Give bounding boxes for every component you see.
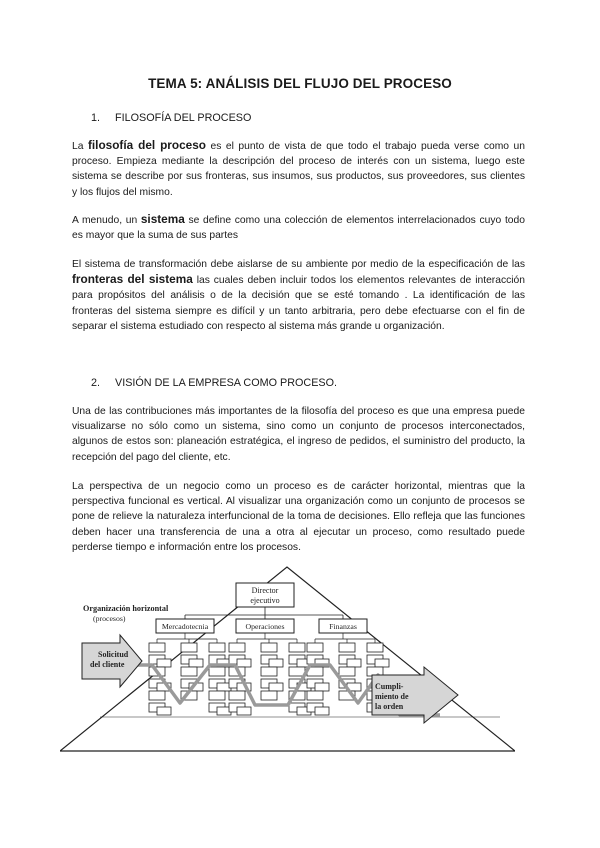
org-sub-box xyxy=(261,667,277,676)
paragraph xyxy=(72,257,525,334)
dept-label: Finanzas xyxy=(329,622,357,631)
org-sub-box xyxy=(209,691,225,700)
section-heading-text: FILOSOFÍA DEL PROCESO xyxy=(115,112,252,124)
bold-term: filosofía del proceso xyxy=(87,138,206,152)
organization-diagram-svg xyxy=(60,565,515,755)
org-sub-box xyxy=(307,691,323,700)
org-horizontal-label: Organización horizontal xyxy=(83,604,169,613)
org-sub-box xyxy=(209,667,225,676)
input-label: del cliente xyxy=(90,660,125,669)
paragraph-text: las cuales deben incluir todos los elementos relevantes de interacción para propósitos del análisis o de la decisión que se esté tomando . La identificación de las fronteras del sistema siempre es difícil y un tanto arbitraria, pero debe efectuarse con el fin de separar el sistema estudiado con respecto al sistema más grande u organización. xyxy=(72,275,525,332)
org-sub-box xyxy=(261,643,277,652)
output-label: miento de xyxy=(375,692,409,701)
paragraph-text: La xyxy=(72,141,88,152)
paragraph xyxy=(72,138,525,200)
org-sub-box xyxy=(367,643,383,652)
dept-label: Mercadotecnia xyxy=(161,622,209,631)
paragraph-text: El sistema de transformación debe aislarse de su ambiente por medio de la especificación de las xyxy=(72,259,525,270)
paragraph-text: se define como una colección de elementos interrelacionados cuyo todo es mayor que la suma de sus partes xyxy=(72,215,525,242)
output-label: la orden xyxy=(375,702,404,711)
paragraph-text: es el punto de vista de que todo el trabajo pueda verse como un proceso. Empieza mediante la descripción del proceso de interés con un sistema, luego este sistema se describe por sus fronteras, sus insumos, sus productos, sus proveedores, sus clientes y los flujos del mismo. xyxy=(72,141,525,198)
org-sub-box xyxy=(269,659,283,667)
org-sub-box xyxy=(149,691,165,700)
org-sub-box xyxy=(261,691,277,700)
org-sub-box xyxy=(289,667,305,676)
paragraph: La perspectiva de un negocio como un proceso es de carácter horizontal, mientras que la perspectiva funcional es vertical. Al visualizar una organización como un conjunto de procesos se pone de relieve la naturaleza interfuncional de la toma de decisiones. Ello refleja que las funciones deben hacer una transferencia de una a otra al ejecutar un proceso, como resultado puede perderse tiempo e información entre los procesos. xyxy=(72,481,525,553)
org-sub-box xyxy=(157,659,171,667)
org-sub-box xyxy=(181,643,197,652)
org-sub-box xyxy=(289,643,305,652)
org-horizontal-sublabel: (procesos) xyxy=(93,614,126,623)
org-sub-box xyxy=(237,659,251,667)
section-heading-2 xyxy=(91,377,337,389)
page-title: TEMA 5: ANÁLISIS DEL FLUJO DEL PROCESO xyxy=(148,76,452,91)
section-number: 1. xyxy=(91,112,101,124)
org-sub-box xyxy=(237,707,251,715)
org-chart-boxes xyxy=(149,633,389,715)
org-sub-box xyxy=(189,659,203,667)
director-label: Director xyxy=(251,586,279,595)
section-number: 2. xyxy=(91,377,101,389)
section-heading-text: VISIÓN DE LA EMPRESA COMO PROCESO. xyxy=(115,377,337,389)
bold-term: sistema xyxy=(140,212,185,226)
paragraph: Una de las contribuciones más importantes de la filosofía del proceso es que una empresa puede visualizarse no sólo como un sistema, sino como un conjunto de procesos interconectados, algunos de estos son: planeación estratégica, el ingreso de pedidos, el suministro del producto, la recepción del pago del cliente, etc. xyxy=(72,406,525,463)
org-sub-box xyxy=(181,667,197,676)
org-sub-box xyxy=(307,643,323,652)
org-sub-box xyxy=(375,659,389,667)
paragraph xyxy=(72,212,525,243)
org-sub-box xyxy=(149,643,165,652)
org-sub-box xyxy=(315,683,329,691)
org-sub-box xyxy=(339,667,355,676)
bold-term: fronteras del sistema xyxy=(72,272,193,287)
org-sub-box xyxy=(157,707,171,715)
org-sub-box xyxy=(229,691,245,700)
input-label: Solicitud xyxy=(98,650,129,659)
organization-diagram xyxy=(60,565,515,755)
org-sub-box xyxy=(347,659,361,667)
org-sub-box xyxy=(229,643,245,652)
section-heading-1 xyxy=(91,112,251,124)
paragraph-text: A menudo, un xyxy=(72,215,141,226)
director-label: ejecutivo xyxy=(250,596,280,605)
output-label: Cumpli- xyxy=(375,682,404,691)
org-sub-box xyxy=(339,643,355,652)
org-sub-box xyxy=(209,643,225,652)
org-sub-box xyxy=(315,707,329,715)
dept-label: Operaciones xyxy=(245,622,285,631)
org-sub-box xyxy=(269,683,283,691)
